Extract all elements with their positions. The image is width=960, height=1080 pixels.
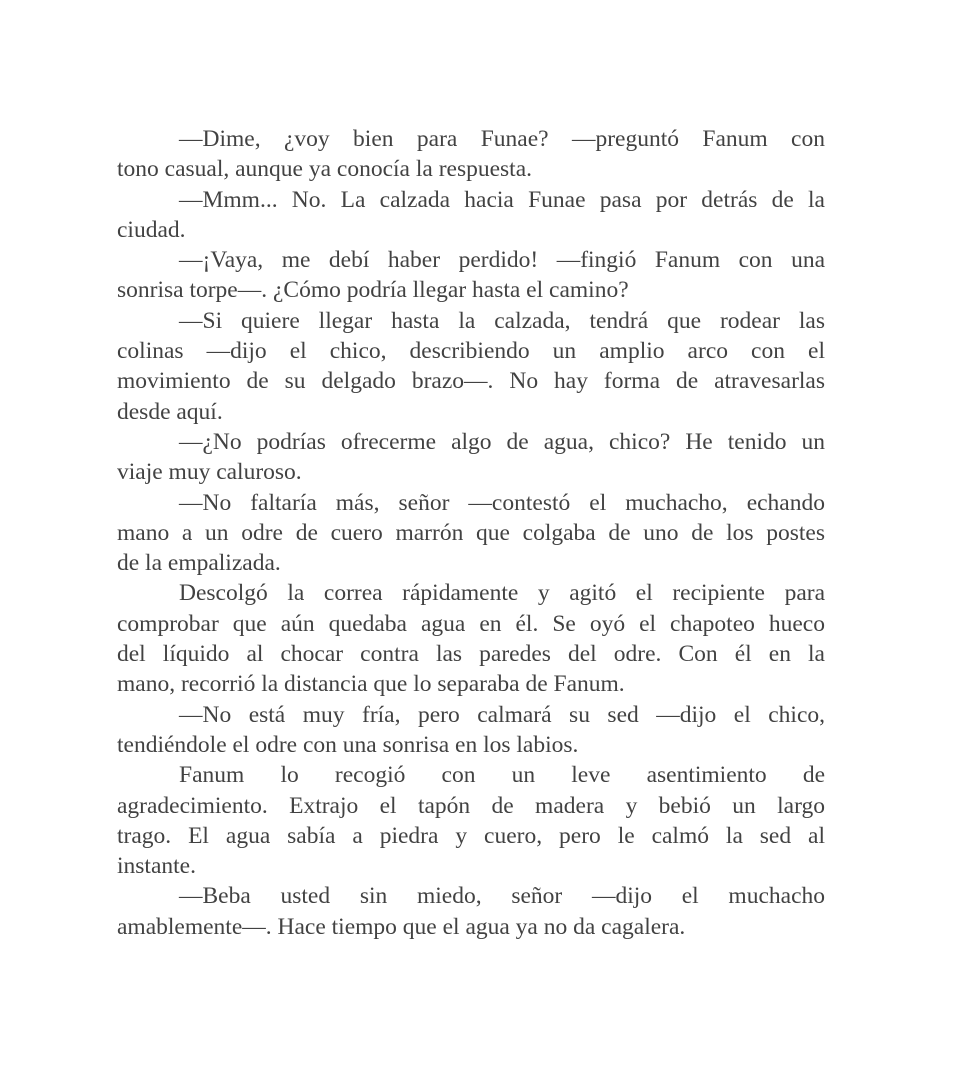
text-block: [117, 124, 825, 942]
paragraph: [117, 185, 825, 246]
text-line: —¡Vaya, me debí haber perdido! —fingió Fanum con una: [179, 247, 825, 274]
text-line: sonrisa torpe—. ¿Cómo podría llegar hasta el camino?: [117, 277, 629, 304]
paragraph: [117, 427, 825, 488]
text-line: ciudad.: [117, 216, 186, 243]
text-line: desde aquí.: [117, 398, 223, 425]
text-line: —No está muy fría, pero calmará su sed —dijo el chico,: [179, 701, 825, 728]
text-line: comprobar que aún quedaba agua en él. Se oyó el chapoteo hueco: [117, 610, 825, 637]
text-line: mano, recorrió la distancia que lo separaba de Fanum.: [117, 671, 625, 698]
text-line: de la empalizada.: [117, 550, 281, 577]
text-line: movimiento de su delgado brazo—. No hay forma de atravesarlas: [117, 368, 825, 395]
paragraph: [117, 881, 825, 942]
text-line: —Si quiere llegar hasta la calzada, tendrá que rodear las: [179, 307, 825, 334]
paragraph: [117, 578, 825, 699]
text-line: —¿No podrías ofrecerme algo de agua, chico? He tenido un: [179, 428, 825, 455]
paragraph: [117, 760, 825, 881]
text-line: —No faltaría más, señor —contestó el muchacho, echando: [179, 489, 825, 516]
paragraph: [117, 488, 825, 579]
text-line: —Dime, ¿voy bien para Funae? —preguntó Fanum con: [179, 126, 825, 152]
text-line: del líquido al chocar contra las paredes del odre. Con él en la: [117, 641, 825, 668]
text-line: agradecimiento. Extrajo el tapón de madera y bebió un largo: [117, 792, 825, 819]
text-line: colinas —dijo el chico, describiendo un amplio arco con el: [117, 338, 825, 365]
paragraph: [117, 245, 825, 306]
text-line: —Mmm... No. La calzada hacia Funae pasa por detrás de la: [179, 186, 825, 213]
text-line: Descolgó la correa rápidamente y agitó el recipiente para: [179, 580, 825, 607]
paragraph: [117, 700, 825, 761]
text-line: tono casual, aunque ya conocía la respuesta.: [117, 156, 533, 183]
text-line: instante.: [117, 853, 196, 880]
text-line: mano a un odre de cuero marrón que colgaba de uno de los postes: [117, 519, 825, 546]
text-line: viaje muy caluroso.: [117, 459, 302, 486]
text-line: tendiéndole el odre con una sonrisa en los labios.: [117, 731, 579, 758]
paragraph: [117, 306, 825, 427]
text-line: trago. El agua sabía a piedra y cuero, pero le calmó la sed al: [117, 822, 825, 849]
paragraph: [117, 124, 825, 185]
text-line: amablemente—. Hace tiempo que el agua ya no da cagalera.: [117, 913, 686, 940]
text-line: —Beba usted sin miedo, señor —dijo el muchacho: [179, 883, 825, 910]
text-line: Fanum lo recogió con un leve asentimiento de: [179, 762, 825, 789]
